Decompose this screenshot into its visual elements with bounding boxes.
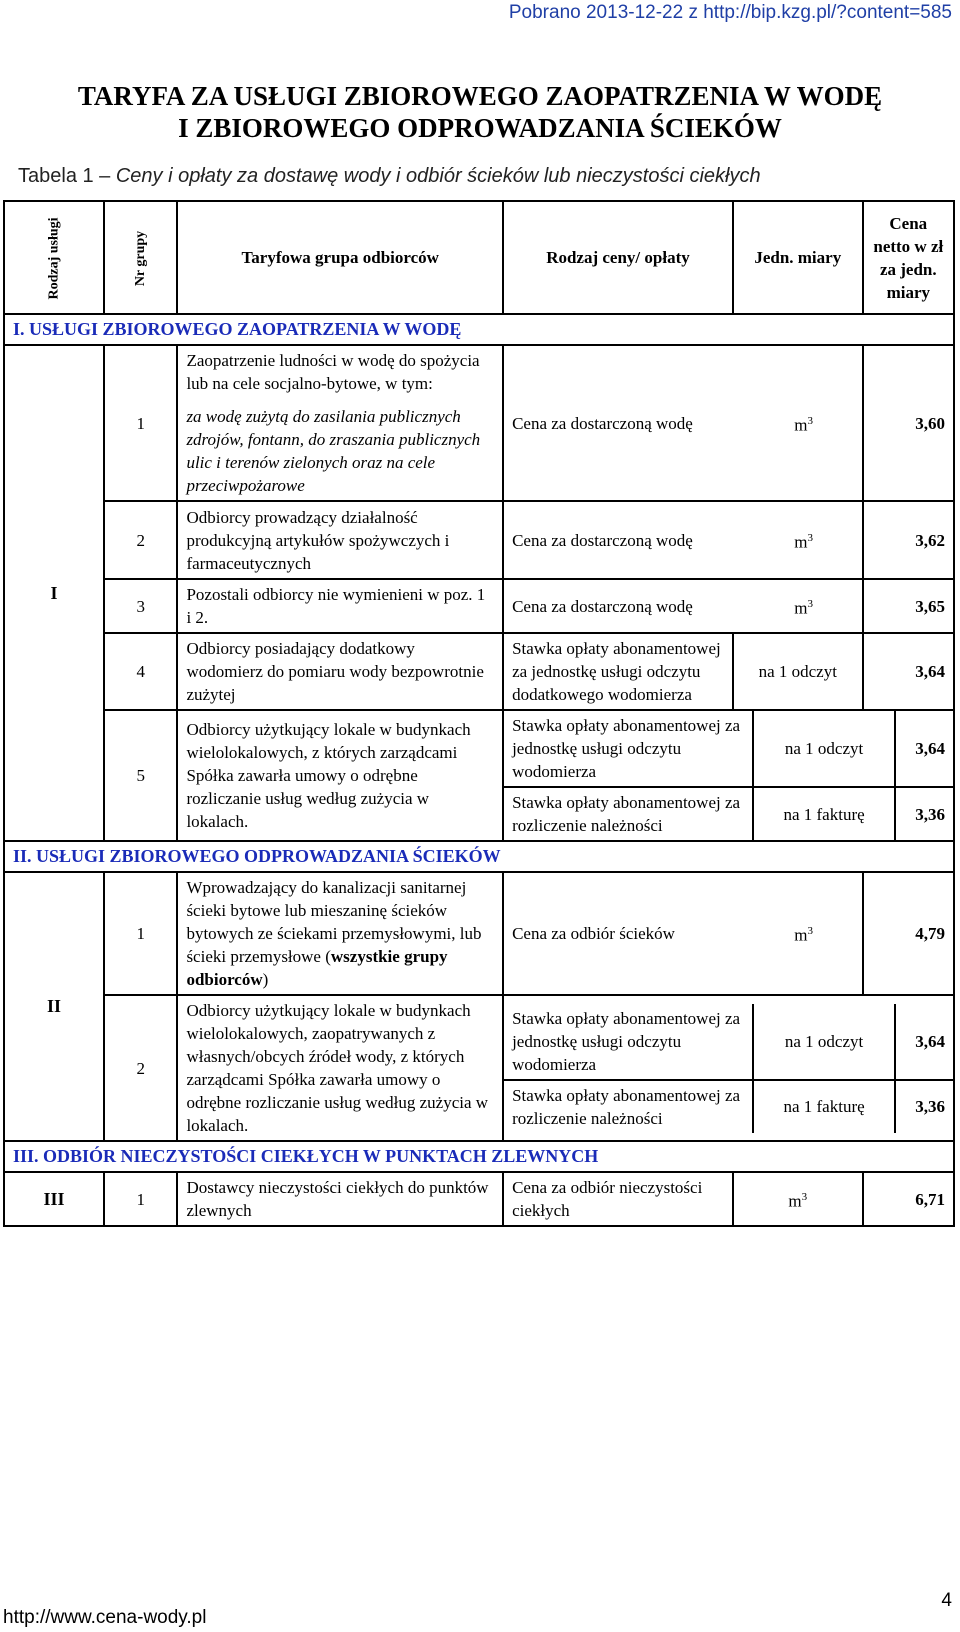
unit: na 1 odczyt — [733, 633, 863, 710]
group-number: 5 — [104, 710, 177, 841]
header-nr-grupy: Nr grupy — [104, 201, 177, 314]
group-number: 2 — [104, 501, 177, 579]
table-row — [4, 995, 954, 1141]
net-price: 6,71 — [863, 1172, 954, 1226]
header-grupa: Taryfowa grupa odbiorców — [177, 201, 503, 314]
price-type: Cena za dostarczoną wodę — [512, 596, 693, 616]
price-type-unit — [503, 579, 863, 633]
net-price: 3,60 — [863, 345, 954, 501]
unit: $m^3$ — [733, 1172, 863, 1226]
unit: $m^3$ — [794, 925, 813, 945]
page-number: 4 — [941, 1590, 952, 1611]
table-caption — [18, 165, 761, 188]
net-price: 3,62 — [863, 501, 954, 579]
unit: na 1 odczyt — [753, 711, 895, 787]
group-number: 1 — [104, 872, 177, 995]
net-price: 3,65 — [863, 579, 954, 633]
price-type: Cena za dostarczoną wodę — [512, 413, 693, 433]
caption-text: Ceny i opłaty za dostawę wody i odbiór ścieków lub nieczystości ciekłych — [115, 165, 761, 187]
unit: $m^3$ — [794, 597, 813, 618]
price-type-unit — [503, 345, 863, 501]
table-row — [4, 501, 954, 579]
table-row — [4, 710, 954, 841]
price-type: Stawka opłaty abonamentowej za jednostkę usługi odczytu wodomierza — [504, 1004, 753, 1080]
document-title — [0, 80, 960, 144]
net-price: 4,79 — [863, 872, 954, 995]
title-line-2: I ZBIOROWEGO ODPROWADZANIA ŚCIEKÓW — [178, 113, 782, 143]
price-subrows — [503, 995, 954, 1141]
section-heading-1: I. USŁUGI ZBIOROWEGO ZAOPATRZENIA W WODĘ — [4, 314, 954, 345]
net-price: 3,36 — [915, 1097, 945, 1116]
unit: na 1 fakturę — [753, 787, 895, 840]
group-description: Dostawcy nieczystości ciekłych do punktów zlewnych — [177, 1172, 503, 1226]
table-row — [4, 345, 954, 501]
price-type: Stawka opłaty abonamentowej za jednostkę usługi odczytu wodomierza — [504, 711, 753, 787]
service-type-label: II — [4, 872, 104, 1141]
title-line-1: TARYFA ZA USŁUGI ZBIOROWEGO ZAOPATRZENIA W WODĘ — [77, 81, 883, 111]
caption-prefix: Tabela 1 – — [18, 165, 111, 187]
price-subrows — [503, 710, 954, 841]
service-type-label: I — [4, 345, 104, 841]
net-price: 3,36 — [915, 804, 945, 824]
section-heading-3: III. ODBIÓR NIECZYSTOŚCI CIEKŁYCH W PUNKTACH ZLEWNYCH — [4, 1141, 954, 1172]
price-type: Stawka opłaty abonamentowej za rozliczenie należności — [504, 787, 753, 840]
footer-url[interactable]: http://www.cena-wody.pl — [3, 1607, 207, 1628]
group-description: Odbiorcy prowadzący działalność produkcyjną artykułów spożywczych i farmaceutycznych — [177, 501, 503, 579]
price-type-unit — [503, 501, 863, 579]
unit: na 1 odczyt — [753, 1004, 895, 1080]
price-type: Stawka opłaty abonamentowej za jednostkę usługi odczytu dodatkowego wodomierza — [503, 633, 733, 710]
table-row — [4, 1172, 954, 1226]
group-description: Wprowadzający do kanalizacji sanitarnej ścieki bytowe lub mieszaninę ścieków bytowych ze ściekami przemysłowymi, lub ścieki przemysłowe (wszystkie grupy odbiorców) — [177, 872, 503, 995]
group-description: Pozostali odbiorcy nie wymienieni w poz. 1 i 2. — [177, 579, 503, 633]
table-row — [4, 872, 954, 995]
unit: $m^3$ — [794, 414, 813, 435]
price-type: Cena za dostarczoną wodę — [512, 530, 693, 550]
tariff-table — [3, 200, 955, 1227]
price-type: Stawka opłaty abonamentowej za rozliczenie należności — [504, 1080, 753, 1133]
price-type-unit — [503, 872, 863, 995]
group-number: 3 — [104, 579, 177, 633]
table-header-row — [4, 201, 954, 314]
group-description: Odbiorcy użytkujący lokale w budynkach wielolokalowych, z których zarządcami Spółka zawarła umowy o odrębne rozliczanie usług według zużycia w lokalach. — [177, 710, 503, 841]
group-number: 1 — [104, 345, 177, 501]
service-type-label: III — [4, 1172, 104, 1226]
header-rodzaj-uslugi: Rodzaj usługi — [4, 201, 104, 314]
header-jedn: Jedn. miary — [733, 201, 863, 314]
section-heading-2: II. USŁUGI ZBIOROWEGO ODPROWADZANIA ŚCIEKÓW — [4, 841, 954, 872]
table-row — [4, 579, 954, 633]
header-cena: Cena netto w zł za jedn. miary — [863, 201, 954, 314]
net-price: 3,64 — [863, 633, 954, 710]
group-description: Zaopatrzenie ludności w wodę do spożycia lub na cele socjalno-bytowe, w tym: za wodę zużytą do zasilania publicznych zdrojów, fontann, do zraszania publicznych ulic i terenów zielonych oraz na cele przeciwpożarowe — [177, 345, 503, 501]
net-price: 3,64 — [895, 711, 953, 787]
price-type: Cena za odbiór nieczystości ciekłych — [503, 1172, 733, 1226]
unit: na 1 fakturę — [753, 1080, 895, 1133]
table-row — [4, 633, 954, 710]
group-description: Odbiorcy użytkujący lokale w budynkach wielolokalowych, zaopatrywanych z własnych/obcych źródeł wody, z których zarządcami Spółka zawarła umowy o odrębne rozliczanie usług według zużycia w lokalach. — [177, 995, 503, 1141]
net-price: 3,64 — [895, 1004, 953, 1080]
group-number: 4 — [104, 633, 177, 710]
unit: $m^3$ — [794, 531, 813, 552]
group-number: 2 — [104, 995, 177, 1141]
header-rodzaj-ceny: Rodzaj ceny/ opłaty — [503, 201, 733, 314]
group-description: Odbiorcy posiadający dodatkowy wodomierz do pomiaru wody bezpowrotnie zużytej — [177, 633, 503, 710]
price-type: Cena za odbiór ścieków — [512, 924, 675, 943]
download-source-url[interactable]: Pobrano 2013-12-22 z http://bip.kzg.pl/?content=585 — [508, 2, 952, 23]
group-number: 1 — [104, 1172, 177, 1226]
